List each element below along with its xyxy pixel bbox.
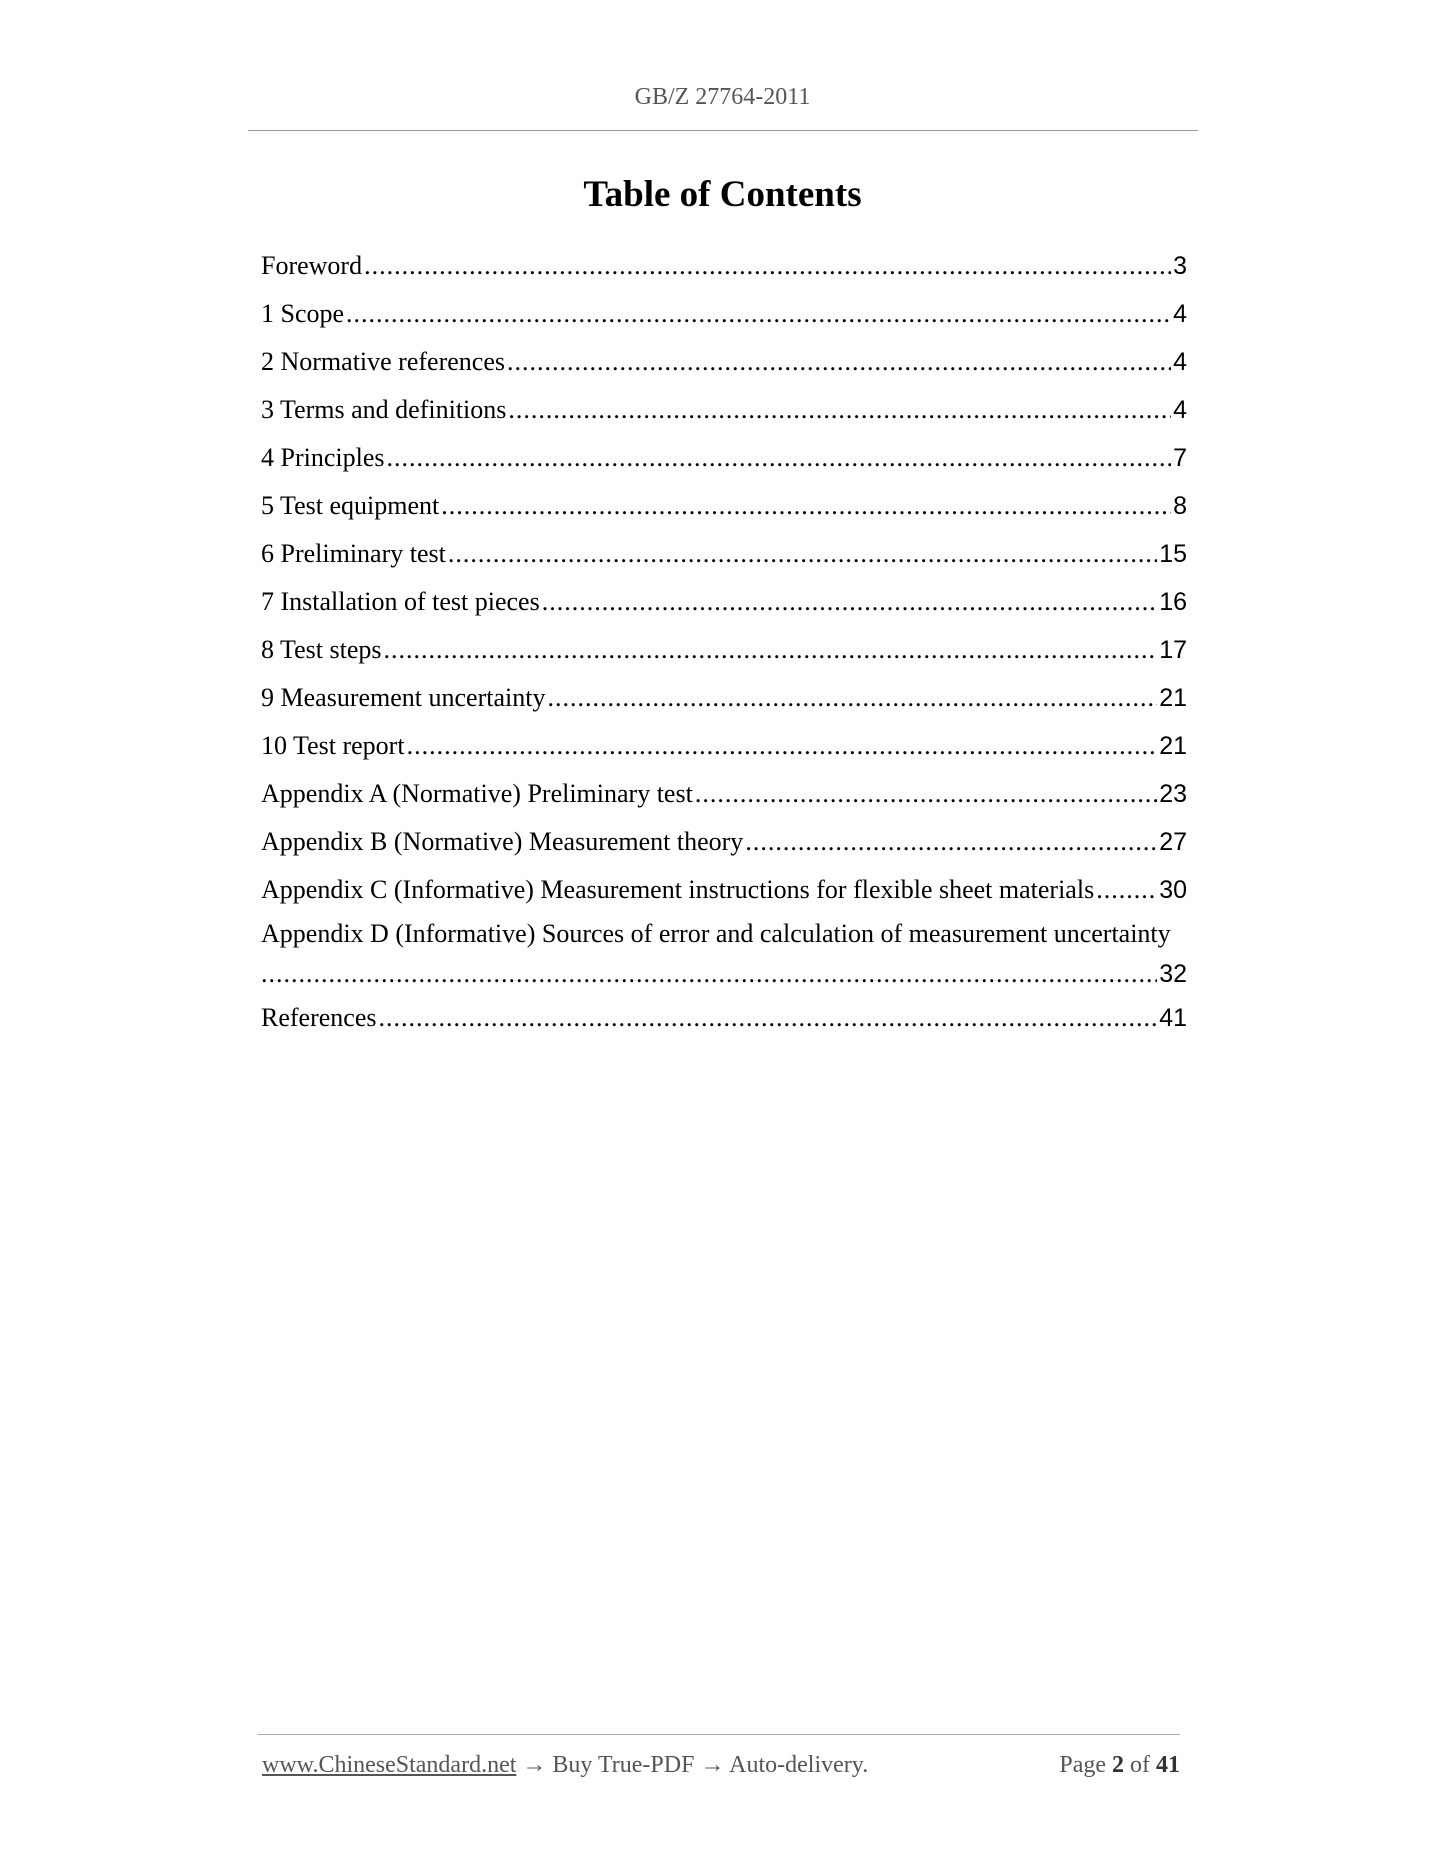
toc-entry[interactable]	[261, 338, 1187, 386]
toc-leader-dots	[448, 530, 1157, 578]
toc-entry-label: Appendix B (Normative) Measurement theory	[261, 827, 744, 856]
delivery-text: Auto-delivery.	[729, 1752, 869, 1778]
toc-entry-label: References	[261, 1003, 377, 1032]
toc-entry-label: 2 Normative references	[261, 347, 505, 376]
toc-entry-label: Appendix C (Informative) Measurement instructions for flexible sheet materials	[261, 875, 1095, 904]
page-total: 41	[1156, 1752, 1180, 1778]
toc-entry[interactable]	[261, 242, 1187, 290]
toc-entry-page: 32	[1159, 960, 1187, 988]
toc-leader-dots	[542, 578, 1157, 626]
buy-text: Buy True-PDF	[552, 1752, 695, 1778]
arrow-right-icon: →	[522, 1752, 547, 1778]
toc-leader-dots	[441, 482, 1171, 530]
toc-entry-page: 23	[1159, 780, 1187, 808]
toc-entry-label: 10 Test report	[261, 731, 405, 760]
page-footer	[262, 1752, 1180, 1779]
toc-leader-dots	[745, 818, 1157, 866]
table-of-contents	[261, 242, 1187, 1042]
footer-divider	[258, 1734, 1180, 1735]
toc-entry[interactable]	[261, 386, 1187, 434]
page-current: 2	[1112, 1752, 1124, 1778]
toc-leader-dots	[364, 242, 1171, 290]
toc-entry-page: 4	[1173, 396, 1187, 424]
toc-entry[interactable]	[261, 530, 1187, 578]
toc-entry-page: 27	[1159, 828, 1187, 856]
toc-leader-dots	[383, 626, 1157, 674]
toc-entry-page: 21	[1159, 684, 1187, 712]
toc-entry[interactable]	[261, 818, 1187, 866]
toc-leader-dots	[547, 674, 1157, 722]
toc-entry-label: 9 Measurement uncertainty	[261, 683, 546, 712]
toc-entry-label: 1 Scope	[261, 299, 345, 328]
toc-entry[interactable]	[261, 722, 1187, 770]
toc-entry-label: 8 Test steps	[261, 635, 382, 664]
toc-entry-label: 3 Terms and definitions	[261, 395, 507, 424]
toc-entry-page: 7	[1173, 444, 1187, 472]
page-prefix: Page	[1059, 1752, 1106, 1778]
toc-leader-dots	[387, 434, 1172, 482]
toc-entry[interactable]	[261, 482, 1187, 530]
toc-entry[interactable]	[261, 994, 1187, 1042]
toc-entry-label: Appendix D (Informative) Sources of error and calculation of measurement uncertainty	[261, 919, 1171, 948]
document-header: GB/Z 27764-2011	[634, 84, 811, 110]
arrow-right-icon: →	[700, 1752, 725, 1778]
toc-entry[interactable]	[261, 290, 1187, 338]
toc-entry[interactable]	[261, 578, 1187, 626]
toc-entry-page: 30	[1159, 876, 1187, 904]
toc-entry-label: 4 Principles	[261, 443, 385, 472]
toc-entry-page: 16	[1159, 588, 1187, 616]
toc-entry[interactable]	[261, 434, 1187, 482]
toc-leader-dots	[407, 722, 1158, 770]
toc-entry-page: 41	[1159, 1004, 1187, 1032]
toc-entry-page: 8	[1173, 492, 1187, 520]
toc-leader-dots	[1096, 866, 1157, 914]
page-title: Table of Contents	[583, 174, 862, 215]
toc-leader-dots	[378, 994, 1157, 1042]
toc-entry-label: 6 Preliminary test	[261, 539, 446, 568]
website-link[interactable]: www.ChineseStandard.net	[262, 1752, 517, 1778]
toc-entry-page: 21	[1159, 732, 1187, 760]
toc-entry-page: 17	[1159, 636, 1187, 664]
toc-entry[interactable]	[261, 914, 1187, 994]
toc-entry[interactable]	[261, 674, 1187, 722]
toc-entry-label: 7 Installation of test pieces	[261, 587, 540, 616]
toc-entry-label: Foreword	[261, 251, 363, 280]
toc-entry[interactable]	[261, 866, 1187, 914]
toc-entry-page: 3	[1173, 252, 1187, 280]
toc-leader-dots	[261, 954, 1157, 994]
toc-entry-label: Appendix A (Normative) Preliminary test	[261, 779, 693, 808]
toc-entry-page: 4	[1173, 300, 1187, 328]
toc-entry[interactable]	[261, 770, 1187, 818]
toc-entry[interactable]	[261, 626, 1187, 674]
page-of: of	[1130, 1752, 1150, 1778]
page-number	[1059, 1752, 1180, 1779]
toc-entry-page: 15	[1159, 540, 1187, 568]
header-divider	[248, 130, 1198, 131]
toc-entry-page: 4	[1173, 348, 1187, 376]
toc-leader-dots	[695, 770, 1157, 818]
footer-promo	[262, 1752, 868, 1779]
toc-leader-dots	[346, 290, 1171, 338]
toc-leader-dots	[508, 386, 1171, 434]
toc-leader-dots	[507, 338, 1171, 386]
toc-entry-label: 5 Test equipment	[261, 491, 440, 520]
